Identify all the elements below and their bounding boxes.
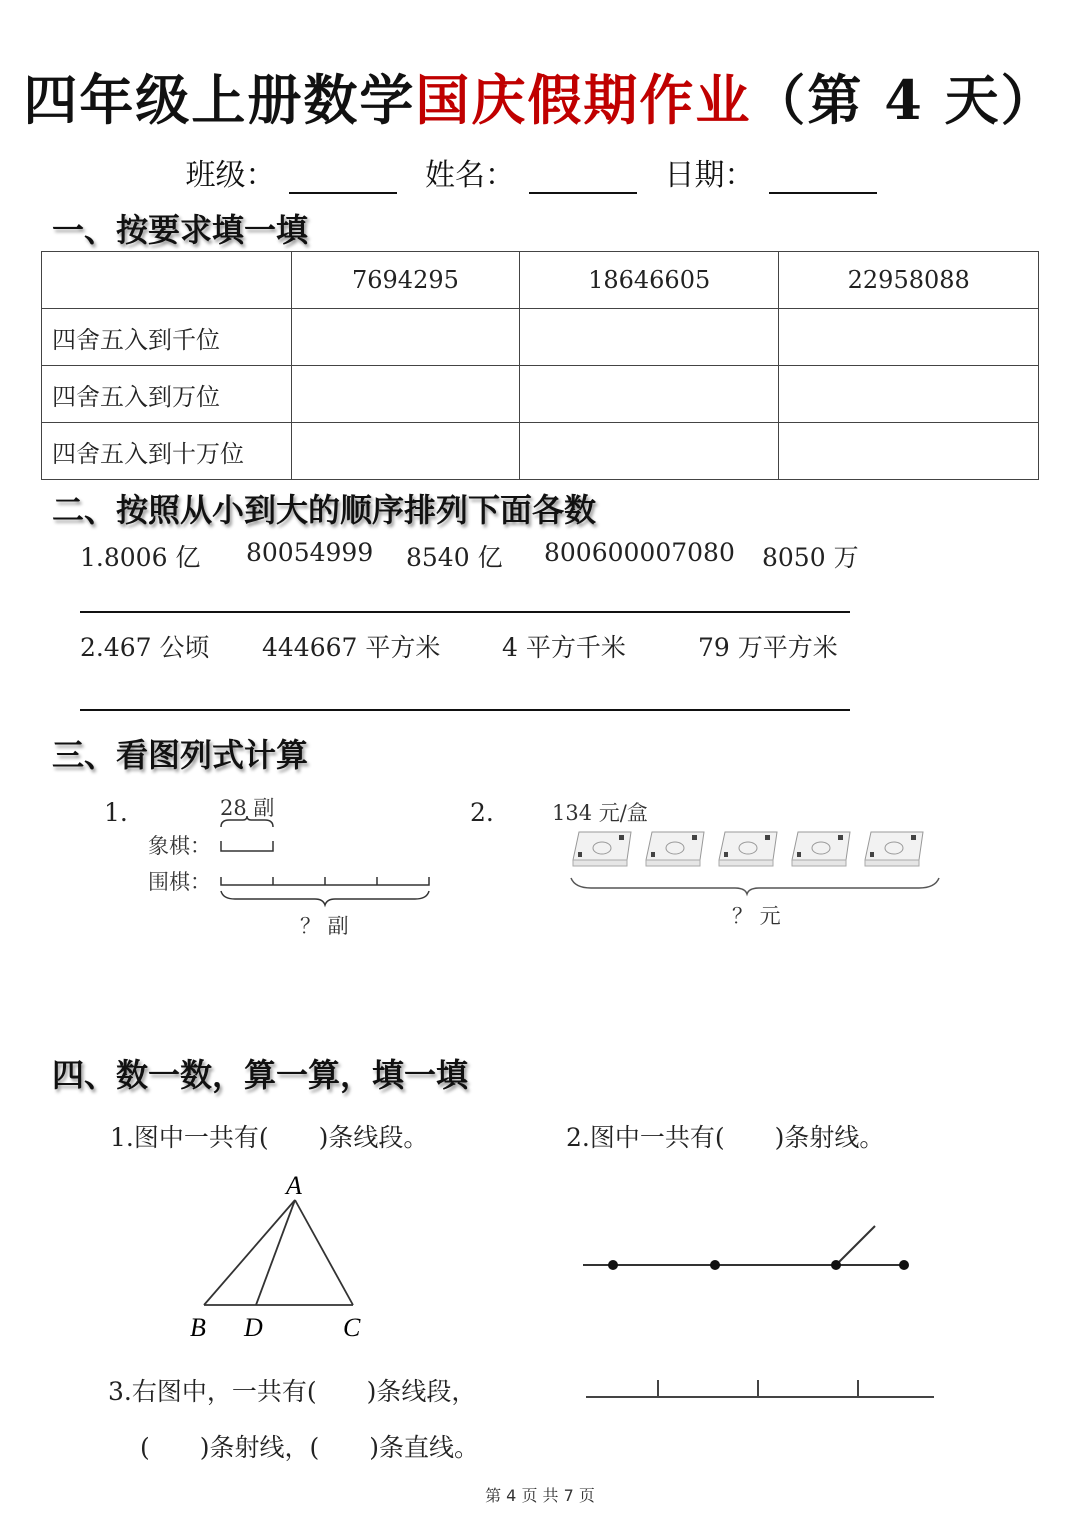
class-label: 班级： xyxy=(185,158,276,193)
table-header-row xyxy=(42,252,1039,309)
class-field[interactable] xyxy=(289,162,397,194)
number-item: 444667 平方米 xyxy=(262,633,441,662)
date-field[interactable] xyxy=(769,162,877,194)
q2-number: 2. xyxy=(470,798,494,827)
q1-numbers xyxy=(80,538,200,574)
title-red: 国庆假期作业 xyxy=(415,68,752,132)
answer-line-2[interactable] xyxy=(80,709,850,711)
section4-heading: 四、数一数，算一算，填一填 xyxy=(52,1056,469,1094)
go-total-label: ？ 副 xyxy=(300,914,349,938)
row-label: 四舍五入到千位 xyxy=(42,309,292,366)
table-row xyxy=(42,423,1039,480)
price-label: 134 元/盒 xyxy=(552,801,648,825)
q3-line2: ( )条射线，( )条直线。 xyxy=(140,1433,480,1462)
row-label: 四舍五入到万位 xyxy=(42,366,292,423)
student-info xyxy=(0,150,1080,194)
number-item: 800600007080 xyxy=(544,538,735,567)
label-a: A xyxy=(286,1171,302,1200)
section3-heading: 三、看图列式计算 xyxy=(52,736,309,774)
q1-prefix: 1. xyxy=(80,543,104,572)
answer-cell[interactable] xyxy=(779,366,1039,423)
total-price-label: ？ 元 xyxy=(732,904,781,928)
triangle-diagram xyxy=(180,1168,380,1348)
header-cell: 7694295 xyxy=(292,252,520,309)
chess-top-label: 28 副 xyxy=(220,796,275,820)
rounding-table xyxy=(41,251,1039,480)
answer-cell[interactable] xyxy=(292,423,520,480)
answer-cell[interactable] xyxy=(292,366,520,423)
number-item: 79 万平方米 xyxy=(698,633,838,662)
mooncake-boxes xyxy=(565,828,945,898)
answer-cell[interactable] xyxy=(519,366,779,423)
answer-cell[interactable] xyxy=(779,423,1039,480)
mooncake-box-icon xyxy=(865,832,923,866)
number-item: 4 平方千米 xyxy=(502,633,626,662)
answer-cell[interactable] xyxy=(519,309,779,366)
number-item: 8050 万 xyxy=(762,543,859,572)
number-item: 8540 亿 xyxy=(406,543,503,572)
page-title xyxy=(0,58,1080,135)
number-item: 8006 亿 xyxy=(103,543,201,572)
chess-row-label: 象棋： xyxy=(148,834,211,858)
q1-number: 1. xyxy=(104,798,128,827)
number-item: 80054999 xyxy=(246,538,374,567)
go-row-label: 围棋： xyxy=(148,870,211,894)
answer-line-1[interactable] xyxy=(80,611,850,613)
mooncake-box-icon xyxy=(573,832,631,866)
chess-bar-diagram xyxy=(215,815,435,915)
name-field[interactable] xyxy=(529,162,637,194)
title-black: 四年级上册数学 xyxy=(23,68,416,132)
row-label: 四舍五入到十万位 xyxy=(42,423,292,480)
date-label: 日期： xyxy=(664,158,755,193)
header-cell: 18646605 xyxy=(519,252,779,309)
label-d: D xyxy=(244,1313,263,1342)
header-cell-empty xyxy=(42,252,292,309)
section2-heading: 二、按照从小到大的顺序排列下面各数 xyxy=(52,491,597,529)
title-suffix: （第 4 天） xyxy=(751,68,1057,132)
page-number: 第 4 页 共 7 页 xyxy=(485,1486,595,1505)
segments-diagram xyxy=(580,1374,940,1404)
mooncake-box-icon xyxy=(646,832,704,866)
number-item: 467 公顷 xyxy=(103,633,210,662)
q3-line1: 3.右图中，一共有( )条线段， xyxy=(108,1377,477,1406)
section1-heading: 一、按要求填一填 xyxy=(52,211,309,249)
answer-cell[interactable] xyxy=(519,423,779,480)
table-row xyxy=(42,366,1039,423)
mooncake-box-icon xyxy=(719,832,777,866)
rays-diagram xyxy=(575,1218,925,1278)
q2-prefix: 2. xyxy=(80,633,104,662)
label-c: C xyxy=(343,1313,361,1342)
q1-segments: 1.图中一共有( )条线段。 xyxy=(110,1123,429,1152)
header-cell: 22958088 xyxy=(779,252,1039,309)
q2-rays: 2.图中一共有( )条射线。 xyxy=(566,1123,885,1152)
name-label: 姓名： xyxy=(425,158,515,193)
mooncake-box-icon xyxy=(792,832,850,866)
label-b: B xyxy=(190,1313,206,1342)
answer-cell[interactable] xyxy=(779,309,1039,366)
table-row xyxy=(42,309,1039,366)
q2-numbers xyxy=(80,628,210,664)
answer-cell[interactable] xyxy=(292,309,520,366)
